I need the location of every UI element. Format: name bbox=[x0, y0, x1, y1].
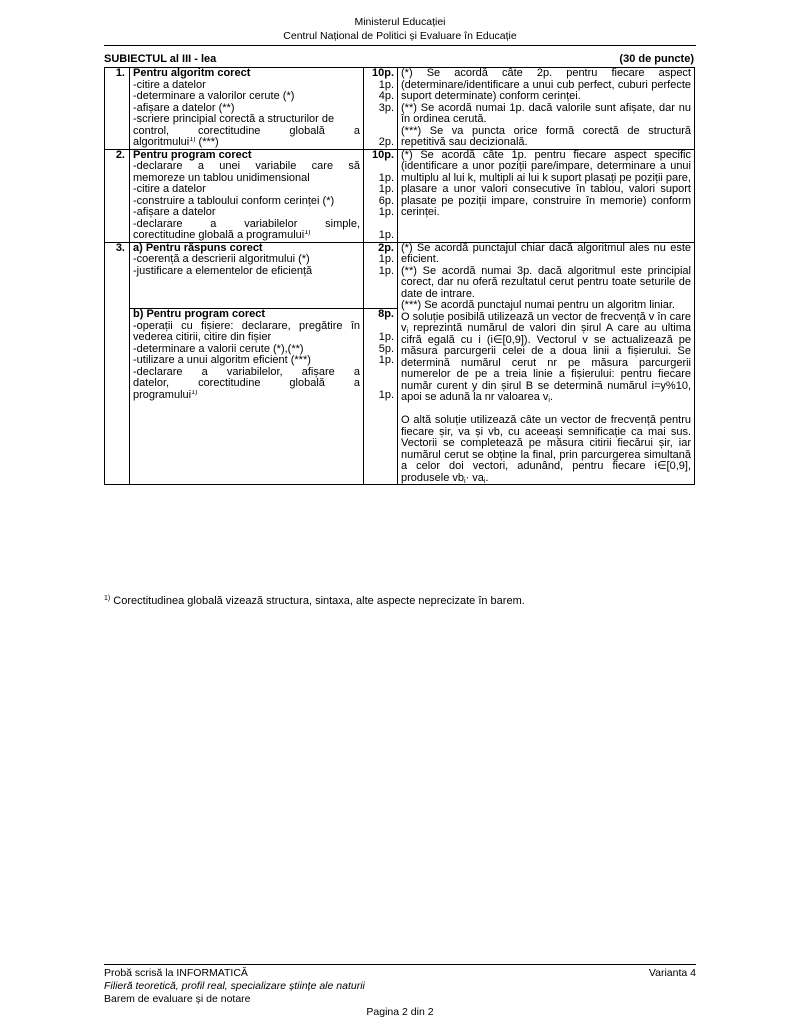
criteria-line: -afișare a datelor bbox=[133, 207, 216, 218]
criteria-title: b) Pentru program corect bbox=[133, 309, 266, 321]
line-points: 1p. bbox=[378, 388, 394, 401]
comments-cell bbox=[398, 149, 695, 242]
solution-2 bbox=[401, 415, 691, 484]
criteria-line: -coerență a descrierii algoritmului (*) bbox=[133, 254, 310, 265]
points-cell bbox=[364, 242, 398, 309]
criteria-title: Pentru algoritm corect bbox=[133, 68, 251, 79]
criteria-line: datelor, corectitudine globală a bbox=[133, 377, 360, 390]
criteria-line: memoreze un tablou unidimensional bbox=[133, 172, 310, 184]
solution-text: . bbox=[549, 391, 554, 403]
line-points: 1p. bbox=[378, 264, 394, 277]
grading-table bbox=[104, 67, 695, 485]
footnote-mark: 1) bbox=[104, 595, 111, 602]
comment: (*) Se acordă câte 1p. pentru fiecare aspect specific (identificare a unor poziții pare/impare, determinare a unui multiplu al lui k, multipli ai lui k suport plasați pe poziții pare, plasare a unor valori consecutive în tablou, valori suport plasate pe poziții impare, construire în memorie) conform cerinței. bbox=[401, 148, 691, 218]
footer-exam: Probă scrisă la INFORMATICĂ bbox=[104, 967, 248, 979]
criteria-line: -declarare a variabilelor simple, bbox=[133, 217, 360, 230]
criteria-line: -citire a datelor bbox=[133, 79, 206, 91]
comments-cell bbox=[398, 68, 695, 150]
criteria-line: -justificare a elementelor de eficiență bbox=[133, 265, 313, 277]
line-points: 1p. bbox=[378, 229, 394, 241]
criteria-cell bbox=[130, 68, 364, 150]
subscript: i bbox=[464, 477, 466, 485]
solution-text: . bbox=[485, 471, 489, 484]
table-row bbox=[105, 68, 695, 150]
footnote-ref: 1) bbox=[189, 137, 196, 143]
line-points: 1p. bbox=[378, 354, 394, 367]
criteria-title-points: 10p. bbox=[371, 67, 394, 79]
subject-title: SUBIECTUL al III - lea bbox=[104, 53, 217, 65]
criteria-line: -declarare a unei variabile care să bbox=[133, 160, 360, 172]
line-points: 6p. bbox=[378, 194, 394, 207]
header-center: Centrul Național de Politici și Evaluare în Educație bbox=[283, 30, 517, 42]
criteria-line: vederea citirii, citire din fișier bbox=[133, 332, 272, 344]
line-points: 1p. bbox=[378, 78, 394, 91]
line-points: 3p. bbox=[378, 101, 394, 114]
line-points: 5p. bbox=[378, 342, 394, 355]
criteria-title-points: 8p. bbox=[378, 308, 394, 321]
table-row bbox=[105, 242, 695, 309]
footnote-text: Corectitudinea globală vizează structura, sintaxa, alte aspecte neprecizate în barem. bbox=[110, 595, 525, 607]
item-number: 1. bbox=[105, 68, 130, 150]
criteria-line: -afișare a datelor (**) bbox=[133, 102, 235, 114]
subject-heading bbox=[104, 53, 694, 66]
subscript: i bbox=[483, 477, 486, 485]
comment: (***) Se acordă punctajul numai pentru un algoritm liniar. bbox=[401, 299, 675, 311]
solution-text: · va bbox=[465, 471, 484, 484]
criteria-cell bbox=[130, 242, 364, 309]
criteria-line: -construire a tabloului conform cerinței (*) bbox=[133, 195, 335, 207]
criteria-line: -citire a datelor bbox=[133, 184, 206, 195]
criteria-line-text: programului bbox=[133, 389, 192, 401]
footer-divider bbox=[104, 964, 696, 965]
criteria-cell bbox=[130, 149, 364, 242]
line-points: 4p. bbox=[378, 90, 394, 102]
subscript: i bbox=[406, 328, 409, 335]
footnote-ref: 1) bbox=[191, 389, 198, 396]
criteria-line: -utilizare a unui algoritm eficient (***) bbox=[133, 355, 311, 367]
criteria-line-text: algoritmului bbox=[133, 137, 190, 148]
criteria-line-text: corectitudine globală a programului bbox=[133, 230, 305, 241]
footer-specialization: Filieră teoretică, profil real, specializare științe ale naturii bbox=[104, 980, 365, 992]
points-cell bbox=[364, 68, 398, 150]
criteria-title-points: 2p. bbox=[378, 241, 394, 254]
solution-text: O altă soluție utilizează câte un vector de frecvență pentru fiecare șir, va și vb, cu aceeași semnificație ca mai sus. Vectorii se completează pe măsura citirii fiecărui șir, iar numărul cerut se obține la final, prin parcurgerea simultană a celor doi vectori, adunând, pentru fiecare i∈[0,9], produsele vb bbox=[401, 414, 691, 484]
solution-1 bbox=[401, 312, 691, 404]
comment: (*) Se acordă punctajul chiar dacă algoritmul ales nu este eficient. bbox=[401, 241, 691, 265]
footnote-ref: 1) bbox=[304, 230, 311, 236]
criteria-title-points: 10p. bbox=[371, 148, 394, 161]
item-number: 3. bbox=[105, 242, 130, 485]
footer-barem: Barem de evaluare și de notare bbox=[104, 993, 251, 1005]
comment: (**) Se acordă numai 3p. dacă algoritmul este principial corect, dar nu oferă rezultatul cerut pentru toate seturile de date de intrare. bbox=[401, 264, 691, 300]
comment: (***) Se va puncta orice formă corectă de structură repetitivă sau decizională. bbox=[401, 124, 691, 148]
criteria-line bbox=[133, 230, 360, 242]
criteria-line: -determinare a valorilor cerute (*) bbox=[133, 91, 295, 102]
line-points: 1p. bbox=[378, 183, 394, 195]
criteria-cell bbox=[130, 309, 364, 485]
item-number: 2. bbox=[105, 149, 130, 242]
footer-variant: Varianta 4 bbox=[648, 967, 696, 979]
criteria-line: -operații cu fișiere: declarare, pregătire în bbox=[133, 319, 360, 332]
criteria-line-suffix: (***) bbox=[195, 137, 219, 148]
criteria-title: Pentru program corect bbox=[133, 149, 252, 161]
footnote bbox=[104, 595, 525, 608]
page-number: Pagina 2 din 2 bbox=[366, 1006, 434, 1018]
comments-cell bbox=[398, 242, 695, 485]
line-points: 1p. bbox=[378, 206, 394, 218]
subject-points: (30 de puncte) bbox=[619, 53, 694, 65]
solution-text: O soluție posibilă utilizează un vector de frecvență v în care v bbox=[401, 310, 691, 334]
subscript: i bbox=[548, 397, 550, 404]
criteria-title: a) Pentru răspuns corect bbox=[133, 242, 263, 254]
criteria-line: control, corectitudine globală a bbox=[133, 124, 360, 137]
line-points: 1p. bbox=[378, 331, 394, 344]
header-divider bbox=[104, 45, 696, 46]
solution-text: reprezintă numărul de valori din șirul A care au ultima cifră egală cu i (i∈[0,9]). Vectorul v se actualizează pe măsura parcurgerii celei de a doua linii a fișierului. Se determină numărul cerut nr pe măsura parcurgerii numerelor de pe a treia linie a fișierului: pentru fiecare număr curent y din șirul B se determină numărul i=y%10, apoi se adună la nr valoarea v bbox=[401, 322, 691, 403]
table-row bbox=[105, 149, 695, 242]
line-points: 2p. bbox=[378, 136, 394, 148]
points-cell bbox=[364, 149, 398, 242]
line-points: 1p. bbox=[378, 171, 394, 184]
criteria-line bbox=[133, 137, 360, 149]
comment: (**) Se acordă numai 1p. dacă valorile sunt afișate, dar nu în ordinea cerută. bbox=[401, 101, 691, 125]
line-points: 1p. bbox=[378, 253, 394, 265]
criteria-line bbox=[133, 390, 360, 402]
criteria-line: -determinare a valorii cerute (*),(**) bbox=[133, 343, 304, 355]
header-ministry: Ministerul Educației bbox=[354, 16, 446, 28]
criteria-line: -declarare a variabilelor, afișare a bbox=[133, 365, 360, 378]
points-cell bbox=[364, 309, 398, 485]
criteria-line: -scriere principial corectă a structurilor de bbox=[133, 114, 335, 125]
comment: (*) Se acordă câte 2p. pentru fiecare aspect (determinare/identificare a unui cub perfect, cuburi perfecte suport determinate) conform cerinței. bbox=[401, 67, 691, 102]
